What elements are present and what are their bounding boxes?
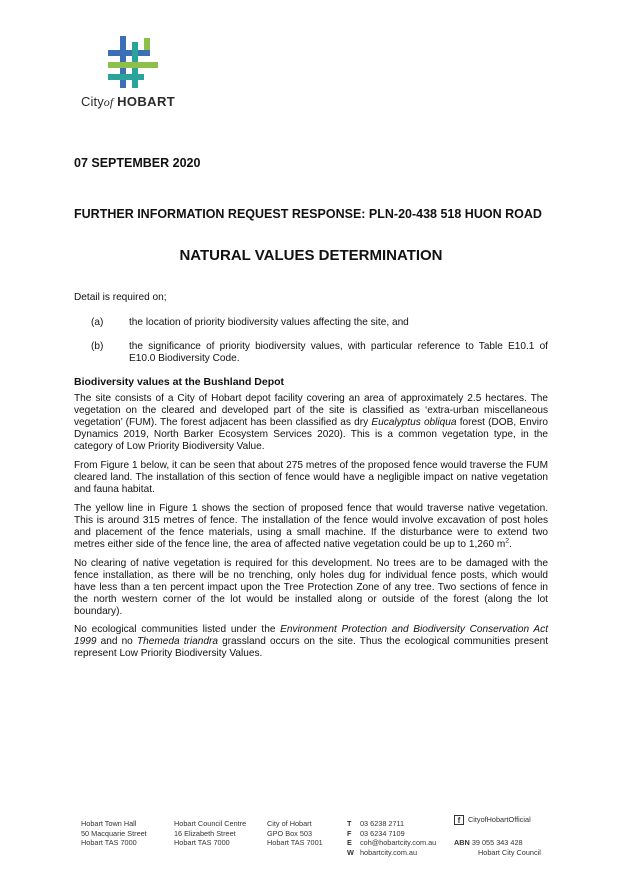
list-item-b: the significance of priority biodiversity values, with particular reference to Table E10.1 of E10.0 Biodiversity Code.: [129, 341, 548, 365]
intro-text: Detail is required on;: [74, 292, 167, 303]
logo-wordmark: Cityof HOBART: [81, 94, 176, 109]
paragraph-ecological: No ecological communities listed under the Environment Protection and Biodiversity Conservation Act 1999 and no Themeda triandra grassland occurs on the site. Thus the ecological communities present represent Low Priority Biodiversity Values.: [74, 624, 549, 660]
footer-facebook[interactable]: f CityofHobartOfficial: [454, 815, 531, 825]
footer-abn: ABN 39 055 343 428 Hobart City Council: [454, 838, 541, 857]
list-item-a: the location of priority biodiversity values affecting the site, and: [129, 317, 409, 328]
footer-town-hall: Hobart Town Hall 50 Macquarie Street Hobart TAS 7000: [81, 819, 147, 848]
paragraph-site: The site consists of a City of Hobart depot facility covering an area of approximately 2.5 hectares. The vegetation on the cleared and developed part of the site is classified as ‘extra-urban miscellaneous vegetation’ (FUM). The forest adjacent has been classified as dry Eucalyptus obliqua forest (DOB, Enviro Dynamics 2019, North Barker Ecosystem Services 2020). This is a common vegetation type, in the category of Low Priority Biodiversity Value.: [74, 393, 549, 453]
document-subject: FURTHER INFORMATION REQUEST RESPONSE: PLN-20-438 518 HUON ROAD: [74, 207, 542, 221]
city-of-hobart-logo-icon: [100, 36, 158, 88]
paragraph-clearing: No clearing of native vegetation is required for this development. No trees are to be damaged with the fence installation, as there will be no trenching, only holes dug for individual fence posts, which would have less than a ten percent impact upon the Tree Protection Zone of any tree. Two sections of fence in the north western corner of the lot would be installed along or outside of the forest (along the lot boundary).: [74, 558, 548, 618]
footer-council-centre: Hobart Council Centre 16 Elizabeth Street Hobart TAS 7000: [174, 819, 247, 848]
list-marker-a: (a): [91, 317, 104, 328]
paragraph-fum: From Figure 1 below, it can be seen that about 275 metres of the proposed fence would traverse the FUM cleared land. The installation of this section of fence would have a negligible impact on native vegetation and fauna habitat.: [74, 460, 548, 496]
list-marker-b: (b): [91, 341, 104, 352]
facebook-icon: f: [454, 815, 464, 825]
footer-website-link[interactable]: W hobartcity.com.au: [347, 847, 418, 857]
section-heading: Biodiversity values at the Bushland Depot: [74, 376, 285, 388]
paragraph-yellow-line: The yellow line in Figure 1 shows the section of proposed fence that would traverse native vegetation. This is around 315 metres of fence. The installation of the fence would involve excavation of post holes and placement of the fence materials, using a small machine. If the disturbance were to extend two metres either side of the fence line, the area of affected native vegetation could be up to 1,260 $m^2$.: [74, 503, 548, 551]
footer-postal: City of Hobart GPO Box 503 Hobart TAS 7001: [267, 819, 323, 848]
footer-email-link[interactable]: E coh@hobartcity.com.au: [347, 838, 437, 848]
document-date: 07 SEPTEMBER 2020: [74, 156, 201, 170]
footer-contacts: T 03 6238 2711 F 03 6234 7109 E coh@hobartcity.com.au W hobartcity.com.au: [347, 819, 437, 857]
document-title: NATURAL VALUES DETERMINATION: [179, 247, 443, 264]
